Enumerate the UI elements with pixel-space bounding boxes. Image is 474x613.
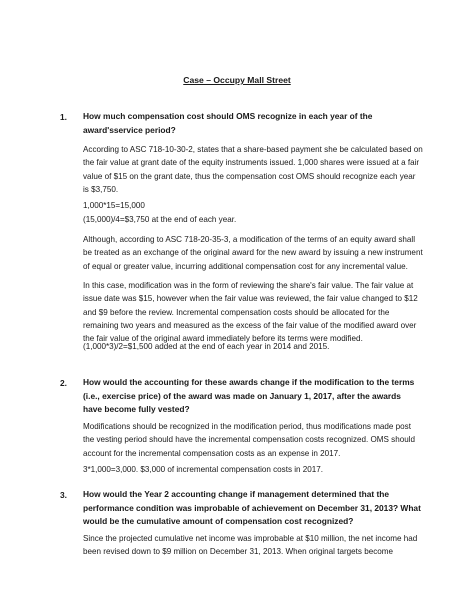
paragraph: 1,000*15=15,000 [83, 201, 145, 210]
paragraph: (1,000*3)/2=$1,500 added at the end of each year in 2014 and 2015. [83, 342, 330, 351]
paragraph: 3*1,000=3,000. $3,000 of incremental compensation costs in 2017. [83, 465, 324, 474]
question-1 [60, 110, 422, 137]
paragraph: In this case, modification was in the form of reviewing the share's fair value. The fair value at issue date was $15, however when the fair value was reviewed, the fair value changed to $12 and $9 before the review. Incremental compensation costs should be allocated for the remaining two years and measured as the excess of the fair value of the modified award over the fair value of the original award immediately before its terms were modified. [83, 281, 418, 344]
page-title: Case – Occupy Mall Street [183, 75, 291, 85]
question-3 [60, 488, 422, 529]
question-3-number: 3. [60, 490, 67, 500]
question-2-number: 2. [60, 378, 67, 388]
question-2 [60, 376, 422, 417]
paragraph: (15,000)/4=$3,750 at the end of each year. [83, 215, 237, 224]
paragraph: Although, according to ASC 718-20-35-3, a modification of the terms of an equity award shall be treated as an exchange of the original award for the new award by issuing a new instrument of equal or greater value, incurring additional compensation cost for any incremental value. [83, 235, 423, 271]
question-2-text: How would the accounting for these awards change if the modification to the terms (i.e., exercise price) of the award was made on January 1, 2017, after the awards have become fully vested? [83, 377, 415, 414]
question-1-text: How much compensation cost should OMS recognize in each year of the award'sservice period? [83, 111, 373, 135]
question-3-text: How would the Year 2 accounting change if management determined that the performance condition was improbable of achievement on December 31, 2013? What would be the cumulative amount of compensation cost recognized? [83, 489, 421, 526]
paragraph: Modifications should be recognized in the modification period, thus modifications made post the vesting period should have the incremental compensation costs recognized. OMS should account for the incremental compensation costs as an expense in 2017. [83, 422, 416, 458]
paragraph: Since the projected cumulative net income was improbable at $10 million, the net income had been revised down to $9 million on December 31, 2013. When original targets become [83, 534, 418, 557]
paragraph: According to ASC 718-10-30-2, states that a share-based payment she be calculated based on the fair value at grant date of the equity instruments issued. 1,000 shares were issued at a fair value of $15 on the grant date, thus the compensation cost OMS should recognize each year is $3,750. [83, 145, 423, 194]
question-1-number: 1. [60, 112, 67, 122]
